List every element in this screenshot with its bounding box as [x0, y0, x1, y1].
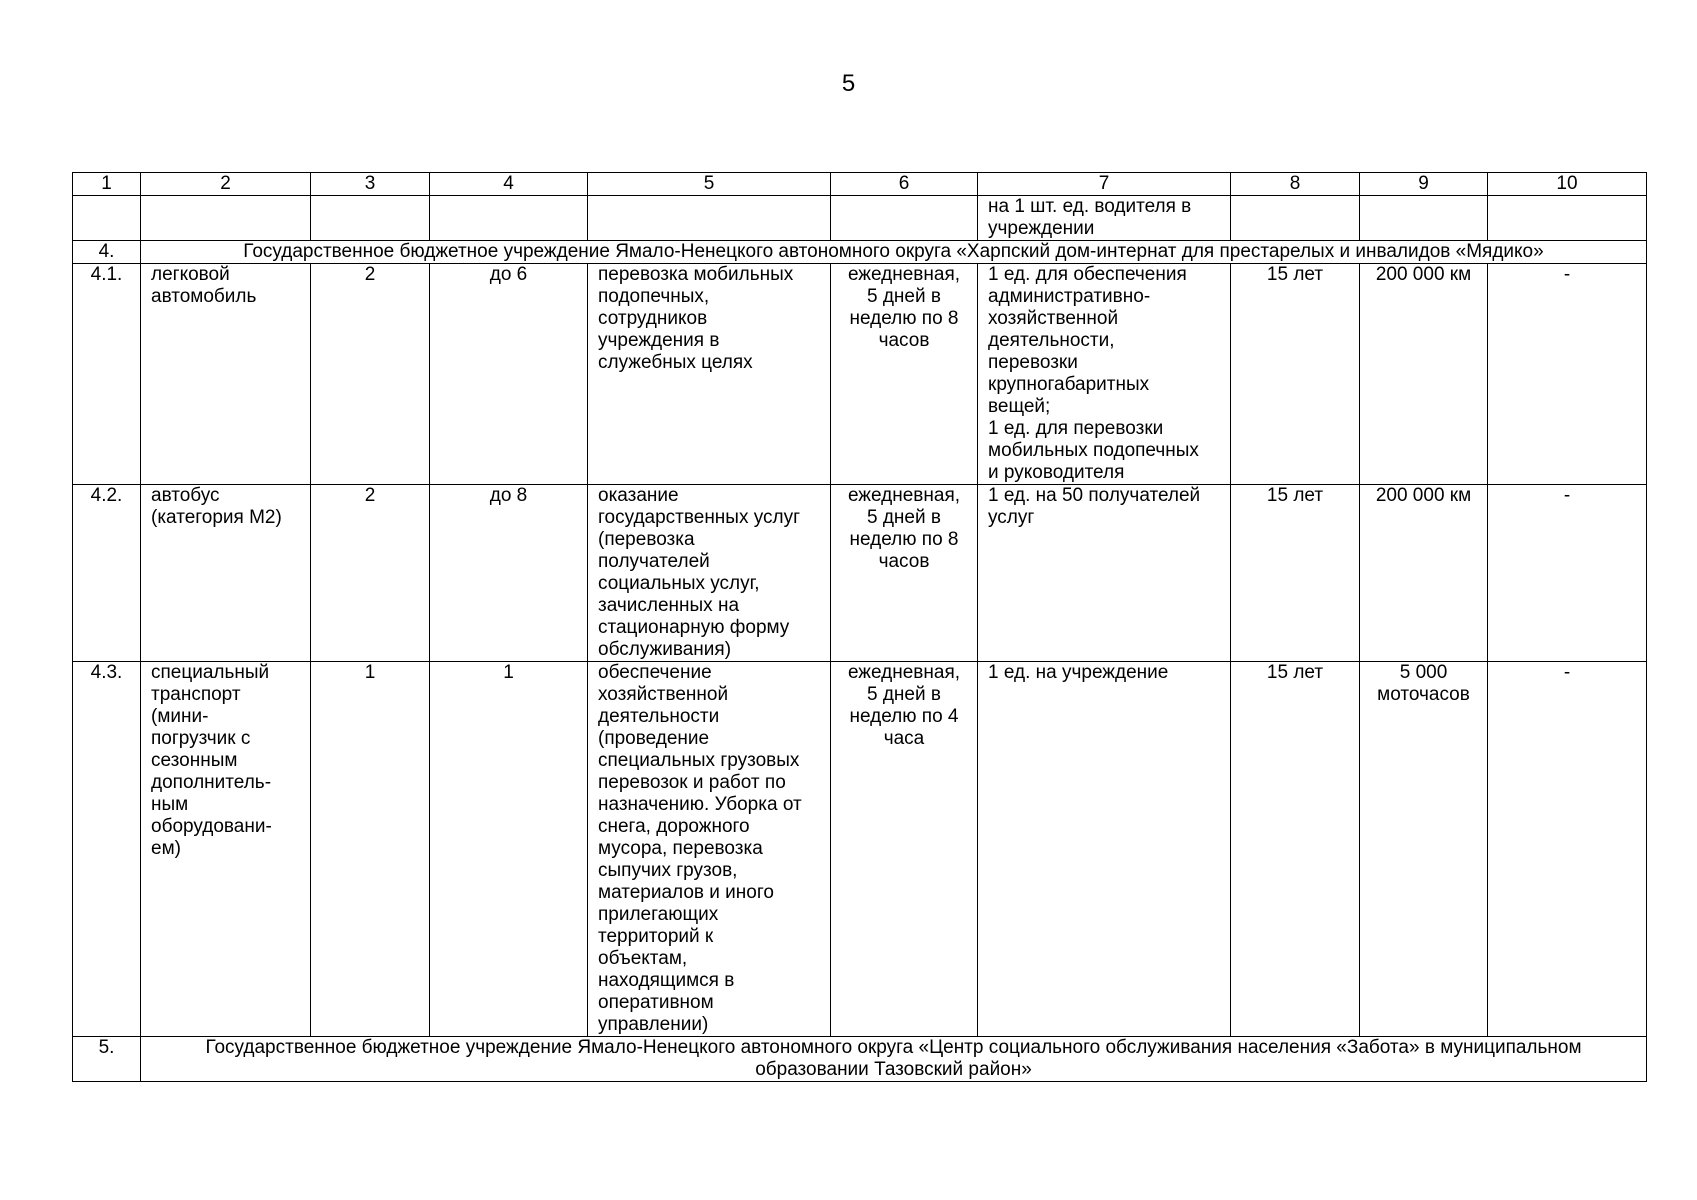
column-header-7: 7	[978, 173, 1231, 196]
usage-purpose: обеспечение хозяйственной деятельности (проведение специальных грузовых перевозок и работ по назначению. Уборка от снега, дорожного мусора, перевозка сыпучих грузов, материалов и иного прилегающих территорий к объектам, находящимся в оперативном управлении)	[588, 662, 831, 1037]
vehicle-type: автобус (категория М2)	[141, 485, 311, 662]
column-header-8: 8	[1231, 173, 1360, 196]
continuation-row	[73, 196, 1647, 241]
column-header-2: 2	[141, 173, 311, 196]
table-cell	[831, 196, 978, 241]
mileage-limit: 5 000 моточасов	[1360, 662, 1488, 1037]
row-number: 4.3.	[73, 662, 141, 1037]
column-header-9: 9	[1360, 173, 1488, 196]
usage-purpose: перевозка мобильных подопечных, сотрудников учреждения в служебных целях	[588, 264, 831, 485]
section-5-number: 5.	[73, 1037, 141, 1082]
table-cell	[73, 196, 141, 241]
column-header-4: 4	[430, 173, 588, 196]
column-header-6: 6	[831, 173, 978, 196]
table-row	[73, 264, 1647, 485]
seat-count: до 6	[430, 264, 588, 485]
table-cell	[430, 196, 588, 241]
continuation-norm-cell: на 1 шт. ед. водителя в учреждении	[978, 196, 1231, 241]
section-4-row	[73, 241, 1647, 264]
vehicle-count: 2	[311, 485, 430, 662]
table-cell	[588, 196, 831, 241]
norm-description: 1 ед. на учреждение	[978, 662, 1231, 1037]
usage-purpose: оказание государственных услуг (перевозка получателей социальных услуг, зачисленных на стационарную форму обслуживания)	[588, 485, 831, 662]
vehicle-type: легковой автомобиль	[141, 264, 311, 485]
section-5-title: Государственное бюджетное учреждение Ямало-Ненецкого автономного округа «Центр социального обслуживания населения «Забота» в муниципальном образовании Тазовский район»	[141, 1037, 1647, 1082]
column-header-3: 3	[311, 173, 430, 196]
mileage-limit: 200 000 км	[1360, 264, 1488, 485]
norm-description: 1 ед. на 50 получателей услуг	[978, 485, 1231, 662]
section-4-number: 4.	[73, 241, 141, 264]
usage-schedule: ежедневная, 5 дней в неделю по 4 часа	[831, 662, 978, 1037]
table-row	[73, 662, 1647, 1037]
table-row	[73, 485, 1647, 662]
vehicle-norms-table	[72, 172, 1647, 1082]
section-4-title: Государственное бюджетное учреждение Ямало-Ненецкого автономного округа «Харпский дом-интернат для престарелых и инвалидов «Мядико»	[141, 241, 1647, 264]
seat-count: до 8	[430, 485, 588, 662]
page-number: 5	[841, 70, 856, 97]
section-5-row	[73, 1037, 1647, 1082]
table-cell	[141, 196, 311, 241]
column-header-10: 10	[1488, 173, 1647, 196]
row-number: 4.1.	[73, 264, 141, 485]
column-10-value: -	[1488, 485, 1647, 662]
table-cell	[1488, 196, 1647, 241]
column-header-1: 1	[73, 173, 141, 196]
seat-count: 1	[430, 662, 588, 1037]
table-cell	[311, 196, 430, 241]
table-cell	[1231, 196, 1360, 241]
column-number-row	[73, 173, 1647, 196]
service-life: 15 лет	[1231, 485, 1360, 662]
usage-schedule: ежедневная, 5 дней в неделю по 8 часов	[831, 264, 978, 485]
mileage-limit: 200 000 км	[1360, 485, 1488, 662]
service-life: 15 лет	[1231, 662, 1360, 1037]
table-cell	[1360, 196, 1488, 241]
column-header-5: 5	[588, 173, 831, 196]
vehicle-count: 1	[311, 662, 430, 1037]
vehicle-count: 2	[311, 264, 430, 485]
vehicle-type: специальный транспорт (мини- погрузчик с сезонным дополнитель- ным оборудовани- ем)	[141, 662, 311, 1037]
norm-description: 1 ед. для обеспечения административно- хозяйственной деятельности, перевозки крупногабаритных вещей; 1 ед. для перевозки мобильных подопечных и руководителя	[978, 264, 1231, 485]
column-10-value: -	[1488, 662, 1647, 1037]
service-life: 15 лет	[1231, 264, 1360, 485]
column-10-value: -	[1488, 264, 1647, 485]
row-number: 4.2.	[73, 485, 141, 662]
usage-schedule: ежедневная, 5 дней в неделю по 8 часов	[831, 485, 978, 662]
